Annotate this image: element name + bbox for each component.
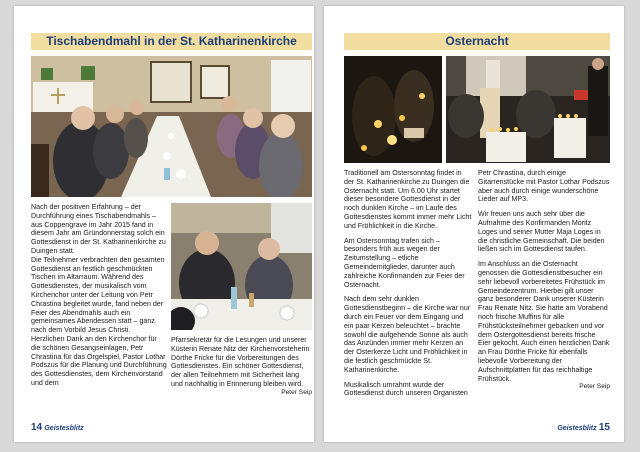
right-paragraph-3: Nach dem sehr dunklen Gottesdienstbeginn – die Kirche war nur durch ein Feuer vor dem Eingang und ein paar Kerzen beleuchtet – brachte sowohl die aufgehende Sonne als auch das Anzünden immer mehr Kerzen an der Osterkerze Licht und Fröhlichkeit in die festlich geschmückte St. Katharinenkirche. [344, 295, 471, 374]
right-body-column-2 [478, 169, 610, 392]
left-body-column-1 [31, 203, 167, 388]
right-paragraph-4: Musikalisch umrahmt wurde der Gottesdienst durch unseren Organisten [344, 380, 468, 398]
right-paragraph-6: Wir freuen uns auch sehr über die Aufnahme des Konfirmanden Moritz Loges und seiner Mutter Maja Loges in die christliche Gemeinschaft. Die beiden ließen sich im Gottesdienst taufen. [478, 210, 605, 254]
left-article-title: Tischabendmahl in der St. Katharinenkirche [31, 33, 312, 50]
left-paragraph-1: Nach der positiven Erfahrung – der Durchführung eines Tischabendmahls – aus Coppengrave im Jahr 2015 fand in diesem Jahr am Gründonnerstag solch ein Gottesdienst in der St. Katharinenkirche zu Duingen statt. [31, 203, 166, 255]
left-paragraph-3: Herzlichen Dank an den Kirchenchor für die schönen Gesangseinlagen, Petr Chrastina für das Orgelspiel, Pastor Lothar Podszus für die Planung und Durchführung des Gottesdienstes, dem Kirchenvorstand und dem [31, 334, 167, 387]
right-article-title: Osternacht [344, 33, 610, 50]
left-page [14, 6, 314, 442]
right-author: Peter Seip [579, 383, 610, 391]
right-paragraph-5: Petr Chrastina, durch einige Gitarrenstücke mit Pastor Lothar Podszus aber auch durch einige wunderschöne Lieder auf MP3. [478, 169, 610, 204]
right-body-column-1 [344, 169, 472, 404]
photo-osternacht-altar [446, 56, 610, 163]
right-magazine-name: Geistesblitz [557, 425, 597, 432]
photo-tischabendmahl-table [31, 56, 312, 197]
right-footer [557, 422, 610, 433]
left-paragraph-2: Die Teilnehmer verbrachten den gesamten Gottesdienst an festlich geschmückten Tischen im Altarraum. Während des Gottesdienstes, der musikalisch vom Kirchenchor unter der Leitung von Petr Chrastina begleitet wurde, fand neben der Feier des Abendmahls auch ein gemeinsames Abendessen statt – ganz nach dem Vorbild Jesus Christi. [31, 255, 165, 335]
right-paragraph-1: Traditionell am Ostersonntag findet in der St. Katharinenkirche zu Duingen die Osternacht statt. Um 6.00 Uhr startet dieser besondere Gottesdienst in der noch dunklen Kirche – im Laufe des Gottesdienstes kommt immer mehr Licht und Fröhlichkeit in die Kirche. [344, 169, 472, 230]
left-magazine-name: Geistesblitz [44, 425, 84, 432]
photo-osternacht-candles [344, 56, 442, 163]
right-paragraph-2: Am Ostersonntag trafen sich – besonders früh aus wegen der Zeitumstellung – etliche Gemeindemitglieder, darunter auch zahlreiche Konfirmanden zur Feier der Osternacht. [344, 236, 465, 289]
left-footer [31, 422, 84, 433]
right-page [324, 6, 624, 442]
photo-tischabendmahl-pastor [171, 203, 312, 330]
left-body-column-2 [171, 336, 312, 398]
right-page-number: 15 [598, 422, 610, 433]
left-column-2-paragraph: Pfarrsekretär für die Lesungen und unserer Küsterin Renate Nitz der Kirchenvorsteherin Dörthe Fricke für die Vorbereitungen des Gottesdienstes. Ein schöner Gottesdienst, der allen Teilnehmern mit Sicherheit lang und nachhaltig in Erinnerung bleiben wird. [171, 336, 310, 388]
left-page-number: 14 [31, 422, 43, 433]
left-author: Peter Seip [281, 388, 312, 396]
right-paragraph-7: Im Anschluss an die Osternacht genossen die Gottesdienstbesucher ein sehr liebevoll vorbereitetes Frühstück im Gemeindezentrum. Hierbei gilt unser ganz besonderer Dank unserer Küsterin Frau Renate Nitz. Sie hatte am Vorabend noch frische Muffins für alle Frühstücksteilnehmer gebacken und vor dem Ostergottesdienst bereits frische Eier gekocht. Auch einen herzlichen Dank an Frau Dörthe Fricke für ebenfalls liebevolle Vorbereitung der Aufschnittplatten für das reichhaltige Frühstück. [478, 260, 610, 383]
